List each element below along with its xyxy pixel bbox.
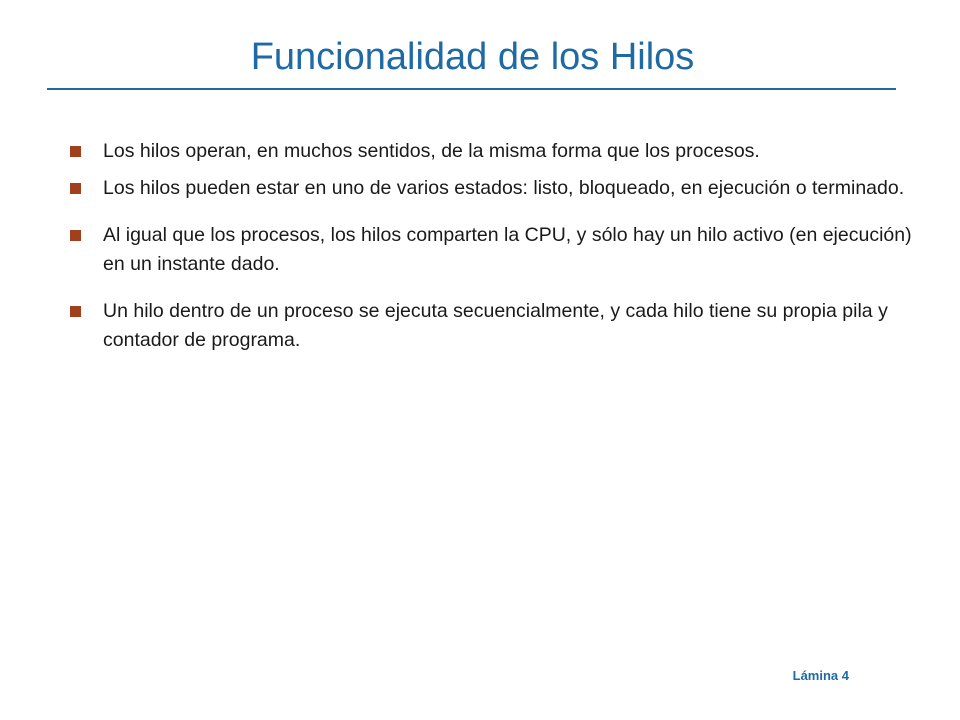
bullet-list [70, 137, 930, 373]
bullet-text: Un hilo dentro de un proceso se ejecuta secuencialmente, y cada hilo tiene su propia pila y contador de programa. [103, 300, 888, 351]
bullet-item [70, 137, 930, 166]
bullet-text: Los hilos pueden estar en uno de varios estados: listo, bloqueado, en ejecución o terminado. [103, 177, 905, 199]
bullet-text: Los hilos operan, en muchos sentidos, de la misma forma que los procesos. [103, 140, 760, 162]
bullet-item [70, 221, 930, 279]
bullet-item [70, 174, 930, 203]
bullet-item [70, 297, 930, 355]
slide-number: Lámina 4 [792, 668, 849, 683]
title-divider [47, 88, 896, 90]
slide-title: Funcionalidad de los Hilos [250, 36, 695, 78]
square-bullet-icon [70, 146, 81, 157]
square-bullet-icon [70, 306, 81, 317]
bullet-text: Al igual que los procesos, los hilos comparten la CPU, y sólo hay un hilo activo (en ejecución) en un instante dado. [103, 224, 912, 275]
square-bullet-icon [70, 230, 81, 241]
square-bullet-icon [70, 183, 81, 194]
